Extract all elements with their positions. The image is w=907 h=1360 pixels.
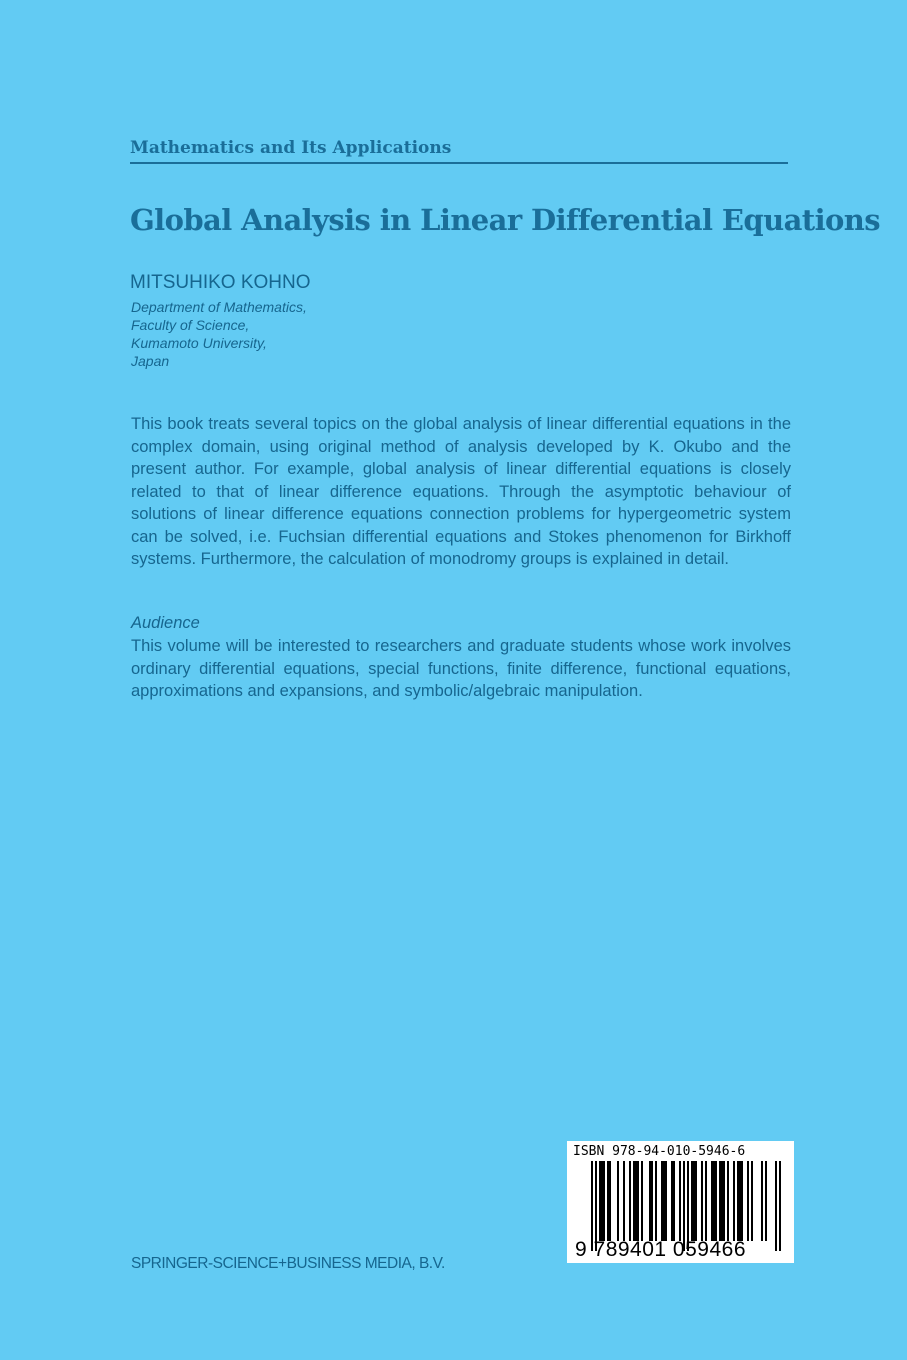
barcode-bar (775, 1161, 777, 1251)
barcode-bar (723, 1161, 725, 1241)
isbn-digits: 9 789401 059466 (575, 1238, 746, 1261)
barcode-bar (663, 1161, 665, 1241)
barcode-bar (679, 1161, 681, 1241)
barcode-bar (641, 1161, 643, 1241)
affiliation-line: Department of Mathematics, (131, 299, 307, 315)
affiliation-line: Japan (131, 353, 170, 369)
barcode-bar (695, 1161, 697, 1241)
barcode-bar (671, 1161, 673, 1241)
series-title: Mathematics and Its Applications (130, 138, 452, 158)
barcode-bar (693, 1161, 695, 1241)
series-divider (130, 162, 788, 164)
barcode-bar (623, 1161, 625, 1241)
barcode-bar (733, 1161, 735, 1241)
barcode-bar (691, 1161, 693, 1241)
barcode-bar (765, 1161, 767, 1241)
affiliation-line: Faculty of Science, (131, 317, 250, 333)
barcode-bar (651, 1161, 653, 1241)
barcode-bar (747, 1161, 749, 1241)
barcode-bar (649, 1161, 651, 1241)
barcode-bar (711, 1161, 713, 1241)
barcode-bar (635, 1161, 637, 1241)
barcode-bar (737, 1161, 739, 1241)
barcode-bar (609, 1161, 611, 1241)
barcode-bar (629, 1161, 631, 1241)
barcode-bar (705, 1161, 707, 1241)
affiliation-line: Kumamoto University, (131, 335, 267, 351)
barcode-bar (751, 1161, 753, 1241)
barcode-bar (715, 1161, 717, 1241)
barcode-bar (633, 1161, 635, 1241)
barcode-bar (599, 1161, 601, 1241)
book-title: Global Analysis in Linear Differential Equations (130, 203, 880, 237)
barcode-bar (665, 1161, 667, 1241)
barcode-bar (601, 1161, 603, 1241)
barcode-bar (637, 1161, 639, 1241)
barcode-bar (701, 1161, 703, 1241)
barcode-bar (719, 1161, 721, 1241)
barcode-bar (739, 1161, 741, 1241)
barcode-bar (721, 1161, 723, 1241)
isbn-barcode (567, 1141, 794, 1263)
barcode-bar (617, 1161, 619, 1241)
barcode-bar (779, 1161, 781, 1251)
isbn-label: ISBN 978-94-010-5946-6 (573, 1144, 746, 1159)
book-description: This book treats several topics on the global analysis of linear differential equations in the complex domain, using original method of analysis developed by K. Okubo and the present author. For example, global analysis of linear differential equations is closely related to that of linear difference equations. Through the asymptotic behaviour of solutions of linear difference equations connection problems for hypergeometric system can be solved, i.e. Fuchsian differential equations and Stokes phenomenon for Birkhoff systems. Furthermore, the calculation of monodromy groups is explained in detail. (131, 415, 791, 568)
publisher-name: SPRINGER-SCIENCE+BUSINESS MEDIA, B.V. (131, 1255, 445, 1272)
barcode-bar (661, 1161, 663, 1241)
barcode-bar (761, 1161, 763, 1241)
barcode-bar (607, 1161, 609, 1241)
barcode-bar (673, 1161, 675, 1241)
barcode-bar (741, 1161, 743, 1241)
author-affiliation (131, 298, 307, 370)
barcode-bar (713, 1161, 715, 1241)
audience-heading: Audience (131, 614, 200, 632)
barcode-bar (727, 1161, 729, 1241)
barcode-bar (603, 1161, 605, 1241)
author-name: MITSUHIKO KOHNO (130, 272, 311, 293)
audience-text: This volume will be interested to researchers and graduate students whose work involves ordinary differential equations, special functions, finite difference, functional equations, approximations and expansions, and symbolic/algebraic manipulation. (131, 637, 791, 700)
barcode-bar (655, 1161, 657, 1241)
